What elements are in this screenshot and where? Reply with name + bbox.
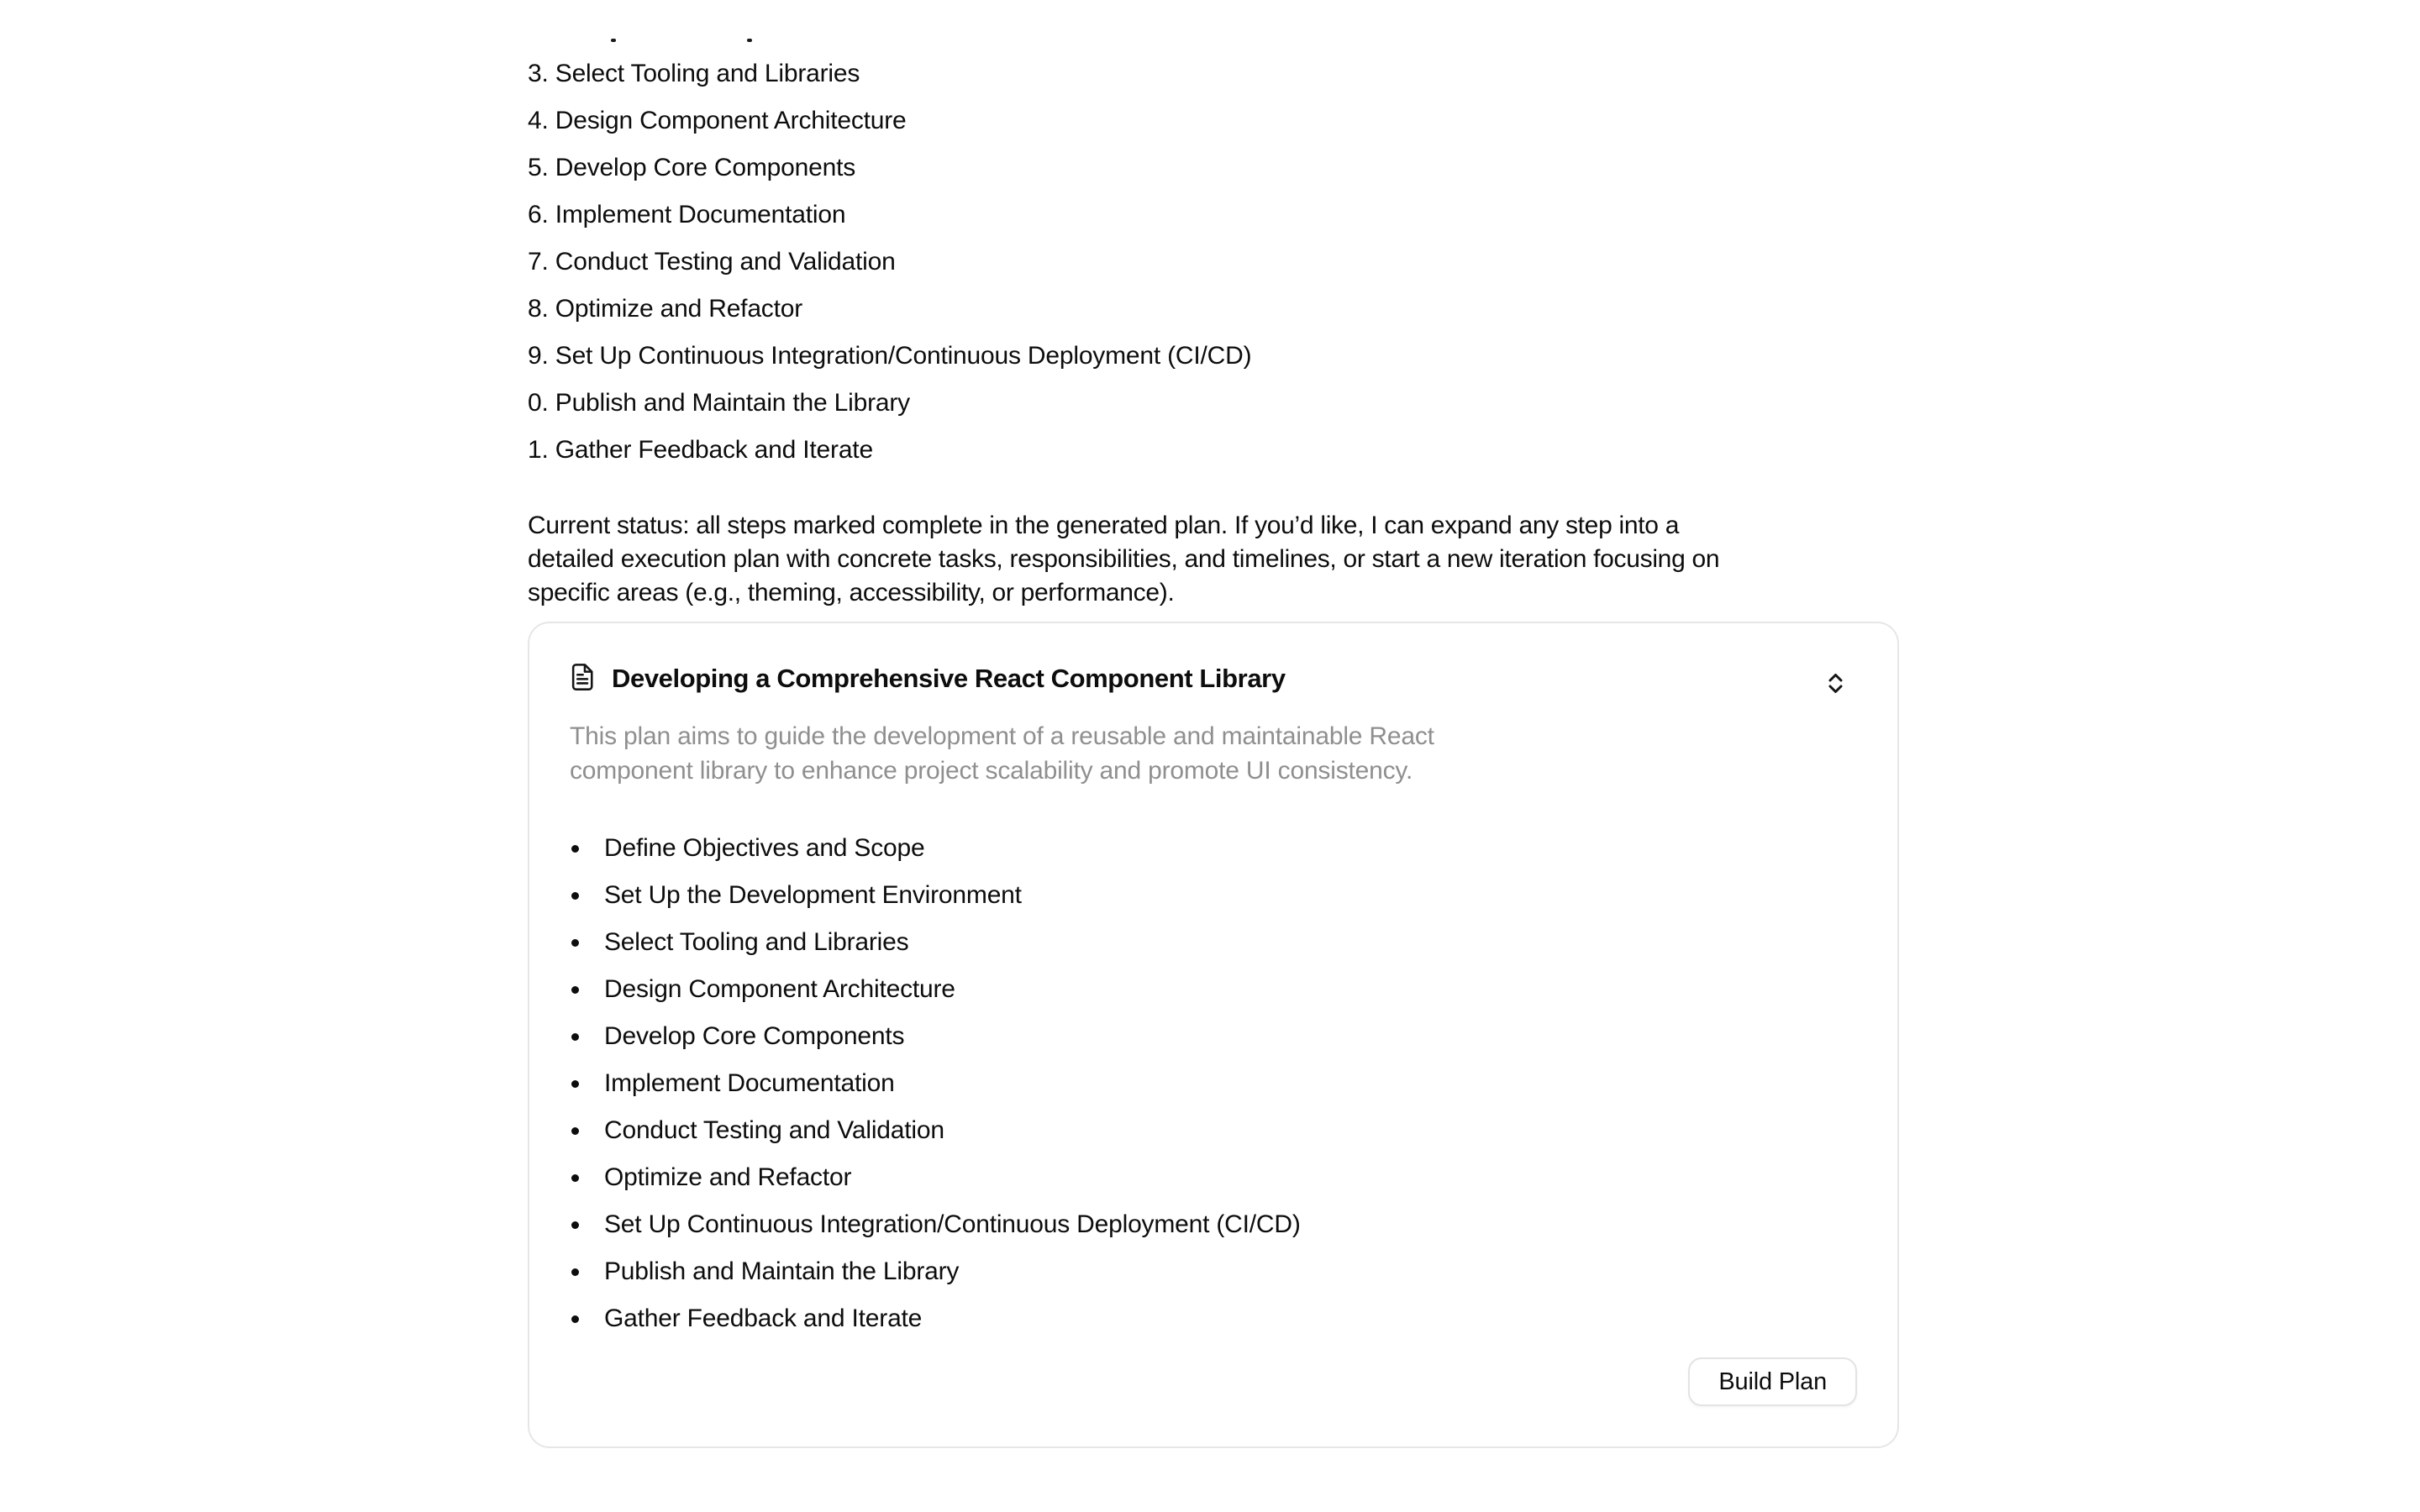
build-plan-button[interactable]: Build Plan	[1688, 1357, 1857, 1406]
plan-card	[528, 622, 1899, 1448]
bullet-dot-icon	[571, 1127, 579, 1135]
plan-step-item	[570, 825, 1857, 872]
plan-step-item	[570, 919, 1857, 966]
numbered-step-item: 7. Conduct Testing and Validation	[528, 248, 896, 276]
numbered-step-item: 9. Set Up Continuous Integration/Continuous Deployment (CI/CD)	[528, 342, 1252, 370]
plan-step-item	[570, 1154, 1857, 1201]
numbered-step-item: 0. Publish and Maintain the Library	[528, 389, 910, 417]
numbered-step-item: 1. Gather Feedback and Iterate	[528, 436, 873, 464]
plan-card-description: This plan aims to guide the development of a reusable and maintainable React component library to enhance project scalability and promote UI consistency.	[570, 722, 1434, 785]
plan-step-label: Optimize and Refactor	[604, 1163, 852, 1191]
numbered-step-item: 8. Optimize and Refactor	[528, 295, 803, 323]
plan-step-label: Select Tooling and Libraries	[604, 928, 909, 956]
numbered-step-item: 6. Implement Documentation	[528, 201, 846, 228]
plan-step-item	[570, 1107, 1857, 1154]
plan-step-label: Conduct Testing and Validation	[604, 1116, 944, 1144]
collapse-toggle-button[interactable]	[1823, 667, 1849, 700]
numbered-step-item: 4. Design Component Architecture	[528, 107, 907, 134]
plan-step-item	[570, 1295, 1857, 1342]
status-paragraph: Current status: all steps marked complete in the generated plan. If you’d like, I can expand any step into a detailed execution plan with concrete tasks, responsibilities, and timelines, or start a new iteration focusing on specific areas (e.g., theming, accessibility, or performance).	[528, 512, 1720, 606]
bullet-dot-icon	[571, 1315, 579, 1323]
plan-step-label: Implement Documentation	[604, 1069, 895, 1097]
bullet-dot-icon	[571, 1033, 579, 1041]
numbered-step-item: 5. Develop Core Components	[528, 154, 856, 181]
plan-step-label: Design Component Architecture	[604, 975, 955, 1003]
plan-step-label: Gather Feedback and Iterate	[604, 1305, 923, 1332]
plan-step-label: Set Up Continuous Integration/Continuous Deployment (CI/CD)	[604, 1210, 1301, 1238]
plan-step-item	[570, 872, 1857, 919]
assistant-message	[528, 0, 1899, 1448]
bullet-dot-icon	[571, 1174, 579, 1182]
numbered-step-item: 3. Select Tooling and Libraries	[528, 60, 860, 87]
bullet-dot-icon	[571, 1080, 579, 1088]
bullet-dot-icon	[571, 892, 579, 900]
plan-step-item	[570, 966, 1857, 1013]
plan-step-label: Set Up the Development Environment	[604, 881, 1022, 909]
numbered-step-list	[528, 0, 1899, 474]
bullet-dot-icon	[571, 1268, 579, 1276]
bullet-dot-icon	[571, 986, 579, 994]
plan-card-header	[570, 662, 1857, 696]
plan-step-item	[570, 1013, 1857, 1060]
plan-step-label: Develop Core Components	[604, 1022, 905, 1050]
bullet-dot-icon	[571, 1221, 579, 1229]
bullet-dot-icon	[571, 845, 579, 853]
plan-step-item	[570, 1248, 1857, 1295]
plan-card-footer	[570, 1357, 1857, 1406]
chevrons-up-down-icon	[1828, 685, 1844, 697]
plan-step-label: Publish and Maintain the Library	[604, 1257, 960, 1285]
plan-step-label: Define Objectives and Scope	[604, 834, 925, 862]
plan-step-item	[570, 1060, 1857, 1107]
bullet-dot-icon	[571, 939, 579, 947]
file-text-icon	[570, 663, 595, 696]
plan-card-title: Developing a Comprehensive React Component Library	[612, 664, 1286, 693]
plan-step-list	[570, 825, 1857, 1342]
plan-step-item	[570, 1201, 1857, 1248]
